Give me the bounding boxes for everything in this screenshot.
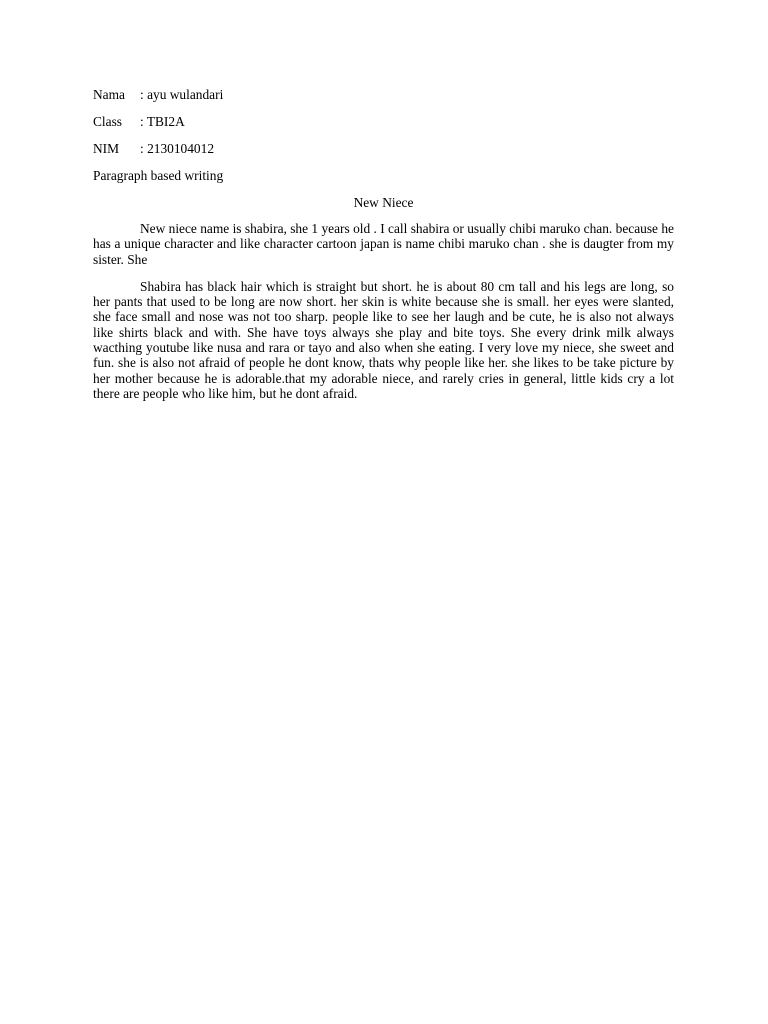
field-value-nama: : ayu wulandari	[140, 87, 224, 102]
field-nim	[93, 140, 674, 158]
document-page	[93, 86, 674, 413]
document-subtitle: Paragraph based writing	[93, 168, 224, 183]
field-value-class: : TBI2A	[140, 114, 185, 129]
document-title: New Niece	[353, 195, 414, 210]
field-label-nim: NIM	[93, 141, 120, 156]
paragraph-2: Shabira has black hair which is straight but short. he is about 80 cm tall and his legs are long, so her pants that used to be long are now short. her skin is white because she is small. her eyes were slanted, she face small and nose was not too sharp. people like to see her laugh and be cute, he is also not always like shirts black and with. She have toys always she play and bite toys. She every drink milk always wacthing youtube like nusa and rara or tayo and also when she eating. I very love my niece, she sweet and fun. she is also not afraid of people he dont know, thats why people like her. she likes to be take picture by her mother because he is adorable.that my adorable niece, and rarely cries in general, little kids cry a lot there are people who like him, but he dont afraid.	[93, 278, 674, 401]
field-value-nim: : 2130104012	[140, 141, 215, 156]
field-label-nama: Nama	[93, 87, 125, 102]
field-class	[93, 113, 674, 131]
field-label-class: Class	[93, 114, 123, 129]
field-nama	[93, 86, 674, 104]
paragraph-1: New niece name is shabira, she 1 years old . I call shabira or usually chibi maruko chan. because he has a unique character and like character cartoon japan is name chibi maruko chan . she is daugter from my sister. She	[93, 221, 674, 267]
